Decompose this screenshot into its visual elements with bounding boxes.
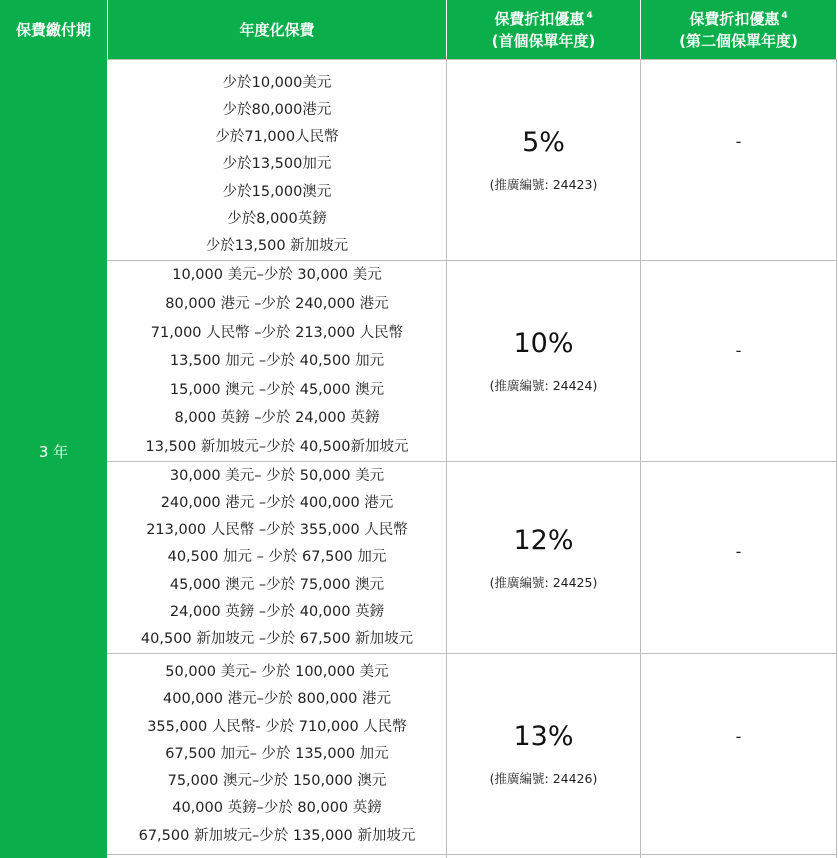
premium-tier	[108, 262, 446, 461]
second-year-discount-cell: -	[735, 726, 742, 746]
premium-tier	[108, 70, 446, 260]
discount-percent: 10%	[513, 328, 574, 359]
header-second-year-label: 保費折扣優惠	[689, 9, 780, 28]
discount-percent: 5%	[522, 127, 565, 158]
premium-range: 45,000 澳元 –少於 75,000 澳元	[169, 576, 385, 593]
premium-range: 213,000 人民幣 –少於 355,000 人民幣	[146, 522, 408, 539]
promo-code: (推廣編號: 24425)	[489, 574, 598, 590]
premium-range: 40,500 新加坡元 –少於 67,500 新加坡元	[140, 631, 414, 648]
payment-term: 3 年	[38, 442, 69, 461]
premium-range: 40,000 英鎊–少於 80,000 英鎊	[172, 800, 382, 817]
premium-range: 少於80,000港元	[222, 102, 332, 118]
header-first-year-discount	[447, 0, 640, 59]
premium-range: 400,000 港元–少於 800,000 港元	[163, 691, 391, 708]
premium-range: 30,000 美元– 少於 50,000 美元	[169, 467, 385, 484]
premium-range: 67,500 新加坡元–少於 135,000 新加坡元	[138, 827, 416, 844]
second-year-discount-cell: -	[735, 541, 742, 561]
header-first-year-label: 保費折扣優惠	[494, 9, 585, 28]
header-divider	[640, 0, 641, 59]
first-year-discount-cell	[447, 654, 640, 854]
first-year-discount-cell	[447, 60, 640, 260]
premium-range: 80,000 港元 –少於 240,000 港元	[165, 296, 389, 313]
premium-range: 少於15,000澳元	[222, 183, 332, 200]
footnote-ref: 4	[586, 10, 593, 21]
footnote-ref: 4	[781, 10, 788, 21]
header-second-year-subtitle: (第二個保單年度)	[679, 31, 798, 50]
table-border-bottom	[107, 854, 837, 855]
premium-range: 13,500 加元 –少於 40,500 加元	[169, 353, 385, 370]
promo-code: (推廣編號: 24426)	[489, 771, 598, 786]
first-year-discount-cell	[447, 261, 640, 461]
header-premium-label: 年度化保費	[239, 20, 315, 39]
table-border-right	[836, 59, 837, 858]
premium-range: 15,000 澳元 –少於 45,000 澳元	[169, 381, 385, 398]
premium-range: 71,000 人民幣 –少於 213,000 人民幣	[150, 324, 404, 341]
discount-percent: 13%	[513, 721, 574, 752]
premium-range: 13,500 新加坡元–少於 40,500新加坡元	[145, 438, 409, 455]
premium-range: 少於71,000人民幣	[215, 129, 339, 146]
premium-range: 355,000 人民幣- 少於 710,000 人民幣	[147, 718, 407, 735]
term-column	[0, 0, 107, 858]
premium-tier	[108, 463, 446, 653]
header-term-label: 保費繳付期	[15, 20, 91, 39]
first-year-discount-cell	[447, 462, 640, 653]
header-premium	[108, 0, 446, 59]
second-year-discount-cell: -	[735, 340, 742, 360]
premium-range: 67,500 加元– 少於 135,000 加元	[165, 745, 389, 762]
promo-code: (推廣編號: 24424)	[489, 378, 598, 393]
second-year-discount-cell: -	[735, 131, 742, 151]
premium-range: 240,000 港元 –少於 400,000 港元	[160, 495, 394, 511]
premium-range: 10,000 美元–少於 30,000 美元	[172, 267, 382, 284]
header-divider	[446, 0, 447, 59]
premium-range: 24,000 英鎊 –少於 40,000 英鎊	[169, 603, 385, 620]
header-second-year-discount	[641, 0, 836, 59]
premium-range: 少於13,500 新加坡元	[205, 238, 349, 255]
premium-range: 少於10,000美元	[222, 74, 332, 91]
header-first-year-subtitle: (首個保單年度)	[491, 31, 596, 50]
header-second-year-title	[689, 8, 787, 30]
premium-range: 50,000 美元– 少於 100,000 美元	[165, 664, 389, 681]
promo-code: (推廣編號: 24423)	[489, 177, 598, 192]
premium-range: 少於13,500加元	[222, 156, 332, 173]
premium-range: 75,000 澳元–少於 150,000 澳元	[167, 773, 387, 790]
premium-tier	[108, 655, 446, 854]
premium-range: 少於8,000英鎊	[227, 210, 327, 227]
header-first-year-title	[494, 8, 592, 30]
header-term	[0, 0, 107, 59]
premium-range: 8,000 英鎊 –少於 24,000 英鎊	[174, 410, 380, 427]
discount-percent: 12%	[513, 524, 574, 556]
premium-range: 40,500 加元 – 少於 67,500 加元	[167, 549, 387, 566]
